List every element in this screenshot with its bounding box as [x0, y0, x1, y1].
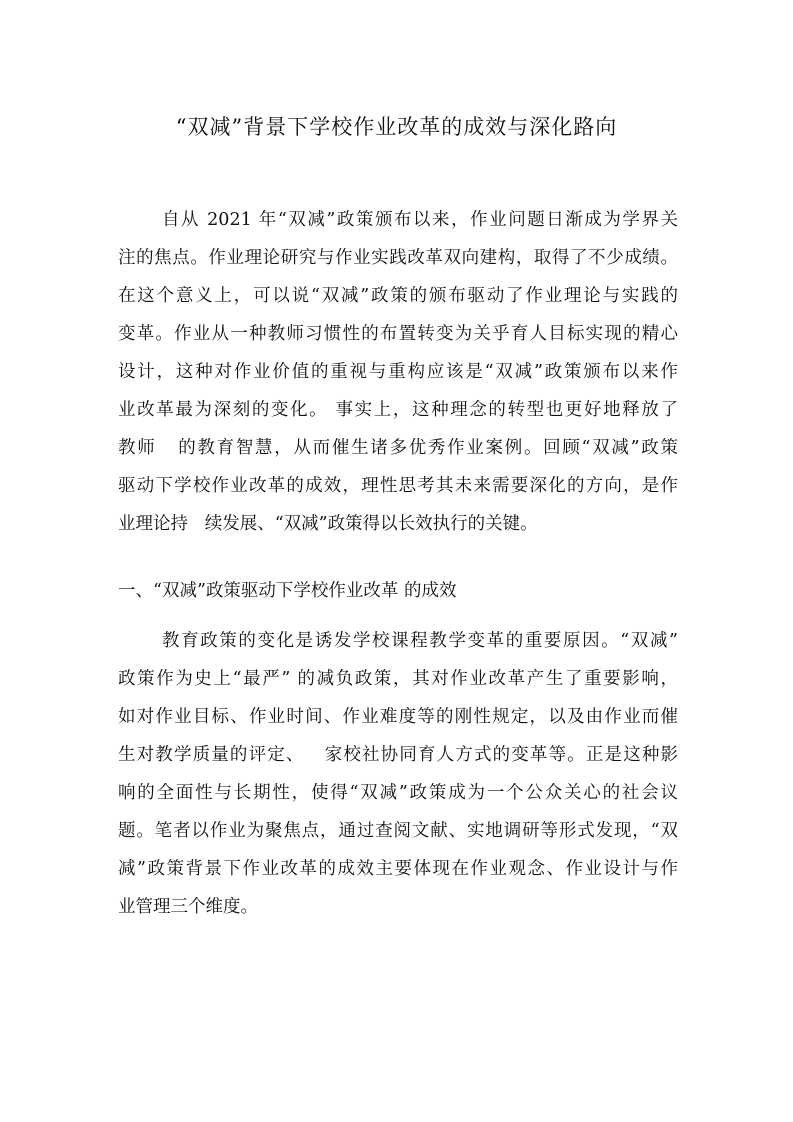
- paragraph-1-line-4: 变革。作业从一种教师习惯性的布置转变为关乎育人目标实现的精心: [118, 324, 678, 344]
- paragraph-2-line-5: 响的全面性与长期性，使得“双减”政策成为一个公众关心的社会议: [118, 783, 678, 803]
- paragraph-1-line-7: 教师 的教育智慧，从而催生诸多优秀作业案例。回顾“双减”政策: [118, 438, 678, 458]
- paragraph-1-line-1: 自从 2021 年“双减”政策颁布以来，作业问题日渐成为学界关: [162, 210, 678, 230]
- paragraph-1-line-5: 设计，这种对作业价值的重视与重构应该是“双减”政策颁布以来作: [118, 362, 678, 382]
- paragraph-2-line-1: 教育政策的变化是诱发学校课程教学变革的重要原因。“双减”: [162, 631, 678, 651]
- paragraph-1-line-6: 业改革最为深刻的变化。 事实上，这种理念的转型也更好地释放了: [118, 400, 678, 420]
- paragraph-2-line-8: 业管理三个维度。: [118, 897, 258, 917]
- paragraph-2-line-7: 减”政策背景下作业改革的成效主要体现在作业观念、作业设计与作: [118, 859, 678, 879]
- document-title: “双减”背景下学校作业改革的成效与深化路向: [175, 115, 618, 139]
- paragraph-1-line-8: 驱动下学校作业改革的成效，理性思考其未来需要深化的方向，是作: [118, 476, 678, 496]
- paragraph-2-line-6: 题。笔者以作业为聚焦点，通过查阅文献、实地调研等形式发现，“双: [118, 821, 678, 841]
- paragraph-2-line-4: 生对教学质量的评定、 家校社协同育人方式的变革等。正是这种影: [118, 745, 678, 765]
- paragraph-1-line-9: 业理论持 续发展、“双减”政策得以长效执行的关键。: [118, 514, 538, 534]
- paragraph-1-line-3: 在这个意义上，可以说“双减”政策的颁布驱动了作业理论与实践的: [118, 286, 678, 306]
- paragraph-1-line-2: 注的焦点。作业理论研究与作业实践改革双向建构，取得了不少成绩。: [118, 248, 678, 268]
- paragraph-2-line-2: 政策作为史上“最严” 的减负政策，其对作业改革产生了重要影响，: [118, 669, 678, 689]
- paragraph-2-line-3: 如对作业目标、作业时间、作业难度等的刚性规定，以及由作业而催: [118, 707, 678, 727]
- section-1-heading: 一、“双减”政策驱动下学校作业改革 的成效: [118, 581, 457, 601]
